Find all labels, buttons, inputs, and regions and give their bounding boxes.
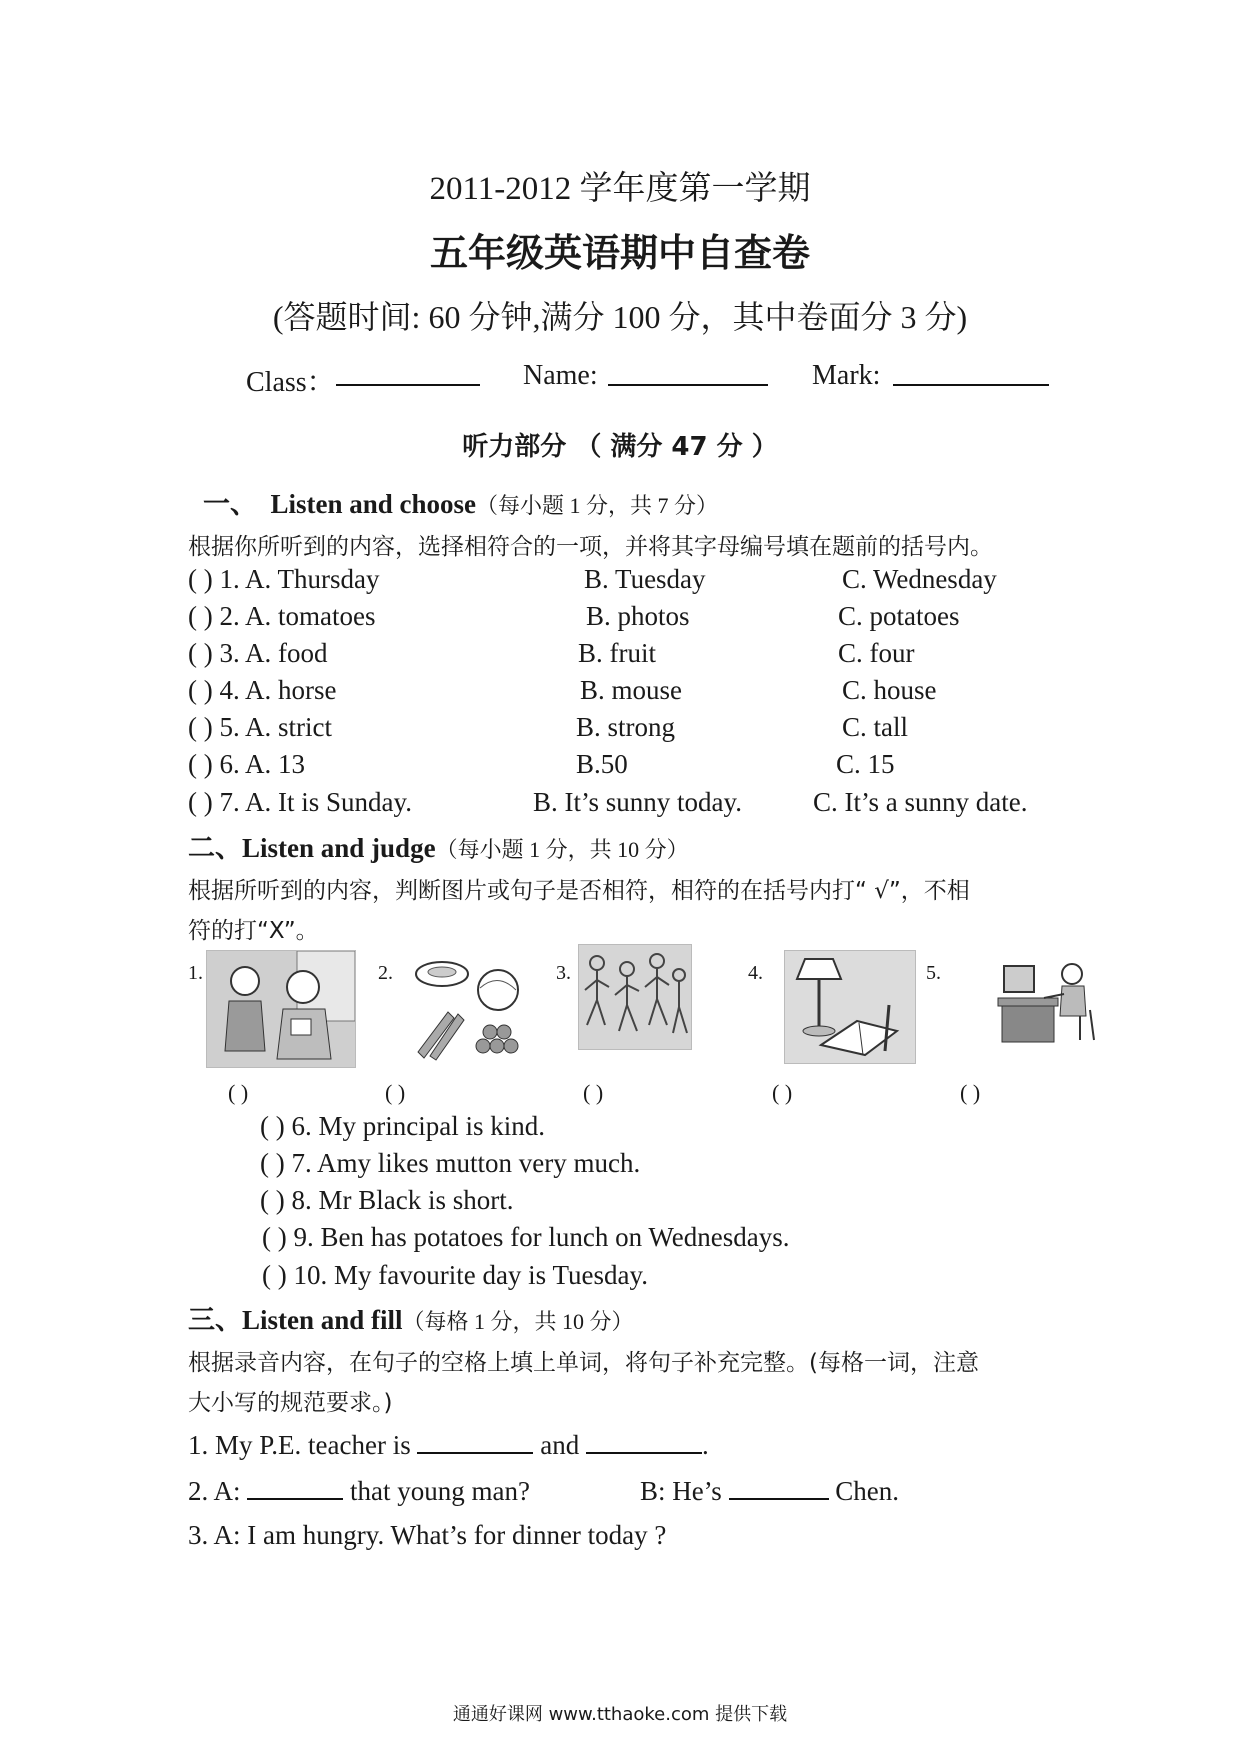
s1-q1-c: C. Wednesday bbox=[842, 564, 997, 594]
class-blank bbox=[336, 384, 480, 386]
s1-q4-b: B. mouse bbox=[580, 675, 683, 705]
pic-answer-1: ( ) bbox=[228, 1080, 249, 1105]
s1-q6: ( ) 6. A. 13 bbox=[188, 749, 305, 779]
section1-score: （每小题 1 分，共 7 分） bbox=[476, 493, 719, 518]
section1-num: 一、 bbox=[203, 489, 257, 519]
s1-q4: ( ) 4. A. horse bbox=[188, 675, 337, 705]
s3-q2-text-d: Chen. bbox=[835, 1476, 900, 1506]
s2-sentence-6: ( ) 6. My principal is kind. bbox=[260, 1111, 545, 1141]
subtitle: (答题时间: 60 分钟,满分 100 分，其中卷面分 3 分) bbox=[272, 299, 968, 335]
section3-title: Listen and fill bbox=[242, 1305, 403, 1335]
s3-q2-text-a: 2. A: bbox=[188, 1476, 241, 1506]
s3-q1-text-b: and bbox=[540, 1430, 580, 1460]
listening-title: 听力部分 （ 满分 47 分 ） bbox=[462, 432, 778, 462]
s1-q2-c: C. potatoes bbox=[838, 601, 960, 631]
s2-sentence-8: ( ) 8. Mr Black is short. bbox=[260, 1185, 514, 1215]
class-label: Class： bbox=[246, 367, 335, 398]
pic-answer-3: ( ) bbox=[583, 1080, 604, 1105]
section2-instruction-2: 符的打“X”。 bbox=[188, 918, 319, 944]
s3-q2-blank-1[interactable] bbox=[247, 1474, 343, 1500]
year-term: 2011-2012 学年度第一学期 bbox=[429, 171, 811, 207]
s2-sentence-9: ( ) 9. Ben has potatoes for lunch on Wednesdays. bbox=[262, 1222, 790, 1252]
s1-q5: ( ) 5. A. strict bbox=[188, 712, 332, 742]
s3-question-2b bbox=[640, 1474, 899, 1507]
picture-food-vegetables bbox=[408, 952, 524, 1068]
pic-number-5: 5. bbox=[926, 962, 941, 984]
s1-q1: ( ) 1. A. Thursday bbox=[188, 564, 380, 594]
s2-sentence-7: ( ) 7. Amy likes mutton very much. bbox=[260, 1148, 641, 1178]
s1-q7-b: B. It’s sunny today. bbox=[533, 787, 742, 817]
s1-q6-c: C. 15 bbox=[836, 749, 895, 779]
s1-q1-b: B. Tuesday bbox=[584, 564, 706, 594]
section1-instruction: 根据你所听到的内容，选择相符合的一项，并将其字母编号填在题前的括号内。 bbox=[188, 534, 993, 560]
s1-q3-c: C. four bbox=[838, 638, 915, 668]
picture-two-people-talking bbox=[206, 950, 356, 1068]
section1-heading bbox=[203, 482, 718, 521]
s3-q2-text-b: that young man? bbox=[350, 1476, 530, 1506]
pic-answer-2: ( ) bbox=[385, 1080, 406, 1105]
pic-number-3: 3. bbox=[556, 962, 571, 984]
s3-q2-text-c: B: He’s bbox=[640, 1476, 722, 1506]
section3-num: 三、 bbox=[188, 1305, 242, 1335]
s1-q3-b: B. fruit bbox=[578, 638, 656, 668]
section3-score: （每格 1 分，共 10 分） bbox=[402, 1309, 634, 1334]
name-label: Name: bbox=[523, 360, 598, 391]
s1-q7-c: C. It’s a sunny date. bbox=[813, 787, 1028, 817]
footer: 通通好课网 www.tthaoke.com 提供下载 bbox=[452, 1704, 788, 1725]
pic-number-1: 1. bbox=[188, 962, 203, 984]
pic-number-2: 2. bbox=[378, 962, 393, 984]
section2-instruction-1: 根据所听到的内容，判断图片或句子是否相符，相符的在括号内打“ √”，不相 bbox=[188, 878, 970, 904]
picture-children-running bbox=[578, 944, 692, 1050]
picture-boy-at-computer bbox=[994, 952, 1104, 1048]
s1-q6-b: B.50 bbox=[576, 749, 628, 779]
pic-number-4: 4. bbox=[748, 962, 763, 984]
s1-q3: ( ) 3. A. food bbox=[188, 638, 328, 668]
name-blank bbox=[608, 384, 768, 386]
section2-num: 二、 bbox=[188, 833, 242, 863]
section3-instruction-2: 大小写的规范要求。) bbox=[188, 1390, 393, 1416]
pic-answer-4: ( ) bbox=[772, 1080, 793, 1105]
s1-q2: ( ) 2. A. tomatoes bbox=[188, 601, 376, 631]
mark-label: Mark: bbox=[812, 360, 881, 391]
s1-q4-c: C. house bbox=[842, 675, 937, 705]
s1-q2-b: B. photos bbox=[586, 601, 690, 631]
s3-question-1 bbox=[188, 1428, 709, 1461]
section3-heading bbox=[188, 1298, 634, 1337]
section1-title: Listen and choose bbox=[270, 489, 477, 519]
s3-question-3: 3. A: I am hungry. What’s for dinner today ? bbox=[188, 1520, 667, 1550]
s3-question-2a bbox=[188, 1474, 530, 1507]
s2-sentence-10: ( ) 10. My favourite day is Tuesday. bbox=[262, 1260, 648, 1290]
s1-q5-b: B. strong bbox=[576, 712, 676, 742]
s3-q1-blank-1[interactable] bbox=[417, 1428, 533, 1454]
section2-heading bbox=[188, 826, 689, 865]
s1-q7: ( ) 7. A. It is Sunday. bbox=[188, 787, 412, 817]
mark-blank bbox=[893, 384, 1049, 386]
s3-q1-text-c: . bbox=[701, 1430, 709, 1460]
section2-title: Listen and judge bbox=[242, 833, 436, 863]
s1-q5-c: C. tall bbox=[842, 712, 908, 742]
s3-q1-blank-2[interactable] bbox=[586, 1428, 702, 1454]
pic-answer-5: ( ) bbox=[960, 1080, 981, 1105]
s3-q2-blank-2[interactable] bbox=[729, 1474, 829, 1500]
s3-q1-text-a: 1. My P.E. teacher is bbox=[188, 1430, 411, 1460]
section3-instruction-1: 根据录音内容，在句子的空格上填上单词，将句子补充完整。(每格一词，注意 bbox=[188, 1350, 979, 1376]
picture-lamp-and-book bbox=[784, 950, 916, 1064]
page-title: 五年级英语期中自查卷 bbox=[429, 231, 810, 275]
section2-score: （每小题 1 分，共 10 分） bbox=[435, 837, 689, 862]
